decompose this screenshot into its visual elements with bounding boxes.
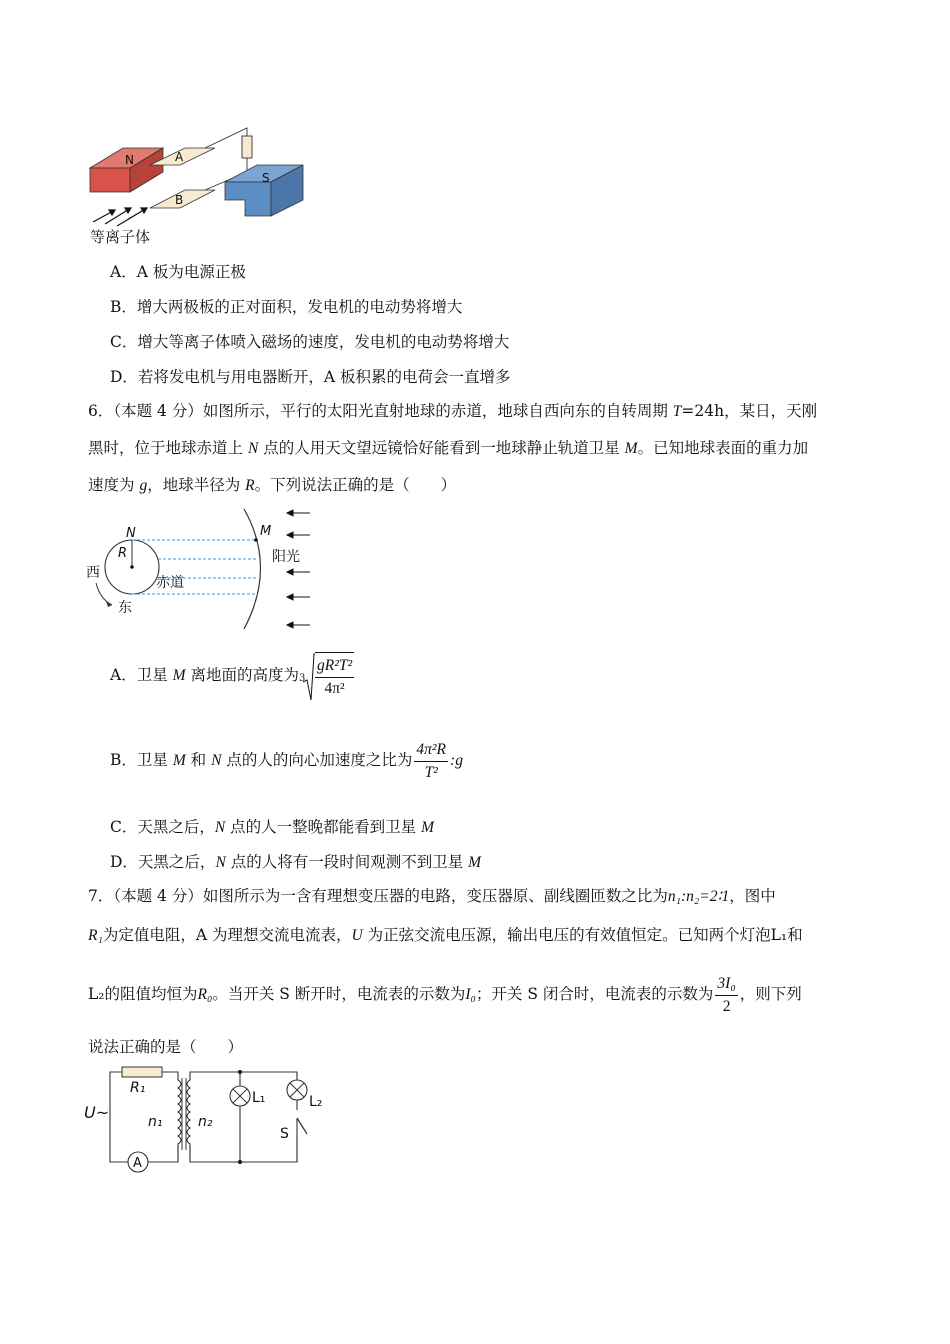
resistor-r1 (122, 1067, 162, 1077)
q7-stem-line3 (88, 972, 802, 1018)
plasma-arrows (93, 208, 147, 226)
option-text: 和 (185, 751, 212, 769)
q7-stem-line2 (88, 924, 803, 947)
q7-stem-line4: 说法正确的是（ ） (88, 1038, 244, 1056)
q7-stem-line1 (88, 885, 776, 908)
point-n-variable: N (214, 819, 226, 836)
q5-option-c: C．增大等离子体喷入磁场的速度，发电机的电动势将增大 (110, 333, 510, 351)
l2-label: L₂ (309, 1094, 323, 1110)
south-label: S (262, 171, 270, 185)
q6-stem-line1 (88, 400, 817, 423)
load-resistor (242, 136, 252, 158)
option-text: 点的人一整晚都能看到卫星 (225, 818, 422, 836)
root-fraction (315, 652, 354, 700)
north-label: N (125, 153, 134, 167)
option-text: A．卫星 (110, 666, 173, 684)
rotation-arrow (96, 583, 112, 605)
n2-label: n₂ (198, 1114, 213, 1130)
current-i0-variable: I₀ (465, 986, 476, 1003)
west-label: 西 (86, 565, 100, 581)
q6-stem-text: 。已知地球表面的重力加 (637, 439, 809, 457)
q7-stem-text: L₂的阻值均恒为 (88, 985, 198, 1003)
point-n-variable: N (215, 854, 226, 871)
gravity-variable: g (139, 477, 148, 494)
q7-stem-text: 为正弦交流电压源，输出电压的有效值恒定。已知两个灯泡L₁和 (362, 926, 803, 944)
ammeter-label: A (133, 1156, 142, 1171)
fraction-numerator: gR²T² (316, 657, 353, 674)
point-n-label: N (126, 526, 136, 541)
acceleration-fraction (414, 739, 448, 784)
wire-top (205, 128, 247, 148)
cube-root-expression (299, 652, 356, 700)
fraction-denominator: T² (424, 763, 438, 781)
r1-label: R₁ (130, 1080, 146, 1096)
q6-option-d (110, 851, 481, 874)
q7-stem-text: ，图中 (729, 887, 776, 905)
satellite-m-variable: M (624, 440, 638, 457)
radius-variable: R (245, 477, 255, 494)
point-n-variable: N (211, 752, 222, 769)
option-text: B．卫星 (110, 751, 173, 769)
q6-stem-text: 速度为 (88, 476, 140, 494)
q6-option-a (110, 652, 356, 700)
q6-stem-line3 (88, 474, 456, 497)
satellite-m-variable: M (172, 667, 186, 684)
source-u-label: U~ (84, 1103, 110, 1122)
switch-s (297, 1118, 307, 1134)
transformer-circuit-figure (82, 1062, 332, 1174)
q6-stem-text: ，地球半径为 (147, 476, 246, 494)
q7-stem-text: ；开关 S 闭合时，电流表的示数为 (475, 985, 714, 1003)
earth-sunlight-figure (82, 505, 322, 635)
junction-dot (238, 1070, 242, 1074)
root-index: 3 (298, 673, 306, 684)
switch-label: S (280, 1126, 289, 1142)
ratio-tail: :g (450, 752, 463, 769)
sunlight-arrows (287, 510, 310, 628)
satellite-m-label: M (260, 524, 272, 539)
q6-stem-line2 (88, 437, 808, 460)
secondary-coil (187, 1080, 190, 1154)
q7-stem-text: 7．（本题 4 分）如图所示为一含有理想变压器的电路，变压器原、副线圈匝数之比为 (88, 887, 668, 905)
q6-stem-text: 。下列说法正确的是（ ） (254, 476, 457, 494)
q6-option-b (110, 738, 463, 784)
period-variable: T (672, 403, 682, 420)
satellite-m-variable: M (421, 819, 434, 836)
plasma-caption: 等离子体 (90, 228, 151, 246)
east-label: 东 (118, 600, 132, 616)
option-text: 离地面的高度为 (185, 666, 299, 684)
resistance-r0-variable: R₀ (197, 986, 213, 1003)
current-fraction (715, 973, 737, 1018)
n1-label: n₁ (148, 1114, 163, 1130)
point-n-variable: N (247, 440, 259, 457)
voltage-u-variable: U (351, 927, 363, 944)
satellite-dot (254, 538, 258, 542)
mhd-generator-figure (85, 120, 315, 250)
fraction-denominator: 4π² (324, 680, 345, 697)
south-magnet-front (225, 182, 271, 216)
fraction-numerator: 4π²R (416, 740, 447, 758)
q7-stem-text: 。当开关 S 断开时，电流表的示数为 (212, 985, 466, 1003)
junction-dot (238, 1160, 242, 1164)
q6-stem-text: 黑时，位于地球赤道上 (88, 439, 248, 457)
q5-option-a: A．A 板为电源正极 (110, 263, 246, 281)
q6-stem-text: 点的人用天文望远镜恰好能看到一地球静止轨道卫星 (258, 439, 625, 457)
q6-stem-text: 6．（本题 4 分）如图所示，平行的太阳光直射地球的赤道，地球自西向东的自转周期 (88, 402, 673, 420)
radical-sign (303, 652, 315, 702)
satellite-m-variable: M (468, 854, 482, 871)
north-magnet-front (90, 168, 130, 192)
option-text: C．天黑之后， (110, 818, 215, 836)
q5-option-b: B．增大两极板的正对面积，发电机的电动势将增大 (110, 298, 463, 316)
sunlight-label: 阳光 (272, 549, 300, 565)
q7-stem-text: 为定值电阻，A 为理想交流电流表， (102, 926, 352, 944)
terminator-arc (244, 509, 261, 629)
fraction-denominator: 2 (722, 997, 731, 1015)
equator-label: 赤道 (156, 575, 184, 591)
q6-option-c (110, 816, 434, 839)
plate-a-label: A (175, 150, 184, 164)
option-text: 点的人的向心加速度之比为 (221, 751, 413, 769)
option-text: 点的人将有一段时间观测不到卫星 (225, 853, 469, 871)
fraction-numerator: 3I₀ (717, 974, 736, 992)
satellite-m-variable: M (172, 752, 186, 769)
resistor-r1-variable: R₁ (88, 927, 103, 944)
q7-stem-text: ，则下列 (739, 985, 802, 1003)
plate-b-label: B (175, 193, 184, 207)
radius-label: R (118, 546, 128, 561)
q6-stem-text: =24h，某日，天刚 (681, 402, 818, 420)
option-text: D．天黑之后， (110, 853, 216, 871)
l1-label: L₁ (252, 1090, 266, 1106)
turns-ratio: n₁:n₂=2∶1 (667, 888, 730, 905)
q5-option-d: D．若将发电机与用电器断开，A 板积累的电荷会一直增多 (110, 368, 511, 386)
primary-coil (178, 1080, 181, 1154)
earth-center (130, 565, 134, 569)
